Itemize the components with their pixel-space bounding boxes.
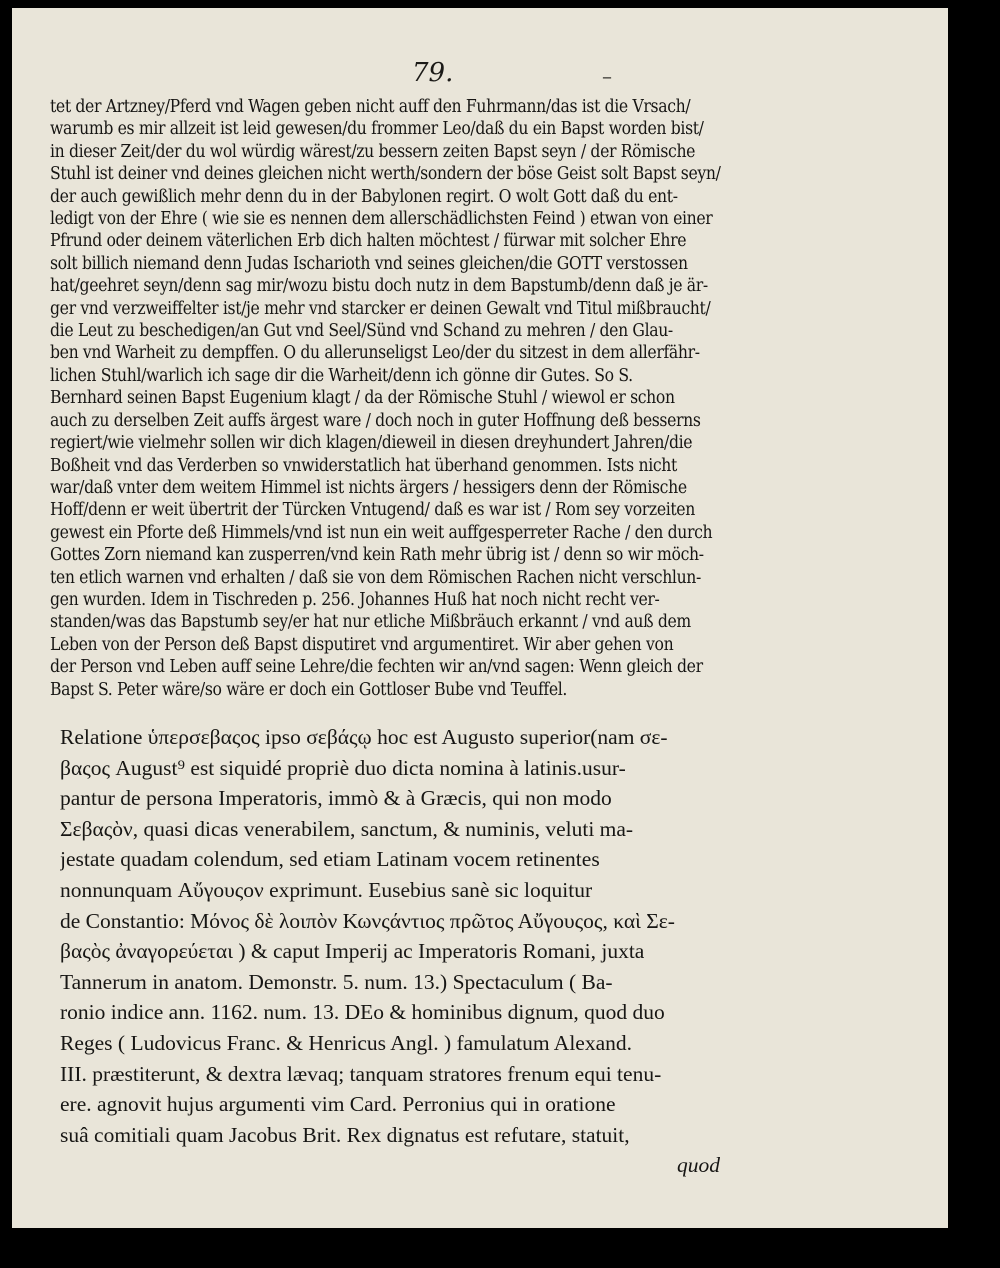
latin-text-line: suâ comitiali quam Jacobus Brit. Rex dignatus est refutare, statuit, <box>60 1122 630 1147</box>
german-text-line: ger vnd verzweiffelter ist/je mehr vnd starcker er deinen Gewalt vnd Titul mißbraucht/ <box>50 298 711 319</box>
german-text-line: lichen Stuhl/warlich ich sage dir die Warheit/denn ich gönne dir Gutes. So S. <box>50 365 633 386</box>
latin-text-line: βαςος August⁹ est siquidé propriè duo dicta nomina à latinis.usur- <box>60 755 626 780</box>
latin-text-line: βαςὸς ἀναγορεύεται ) & caput Imperij ac Imperatoris Romani, juxta <box>60 939 645 964</box>
german-text-line: gewest ein Pforte deß Himmels/vnd ist nun ein weit auffgesperreter Rache / den durch <box>50 522 713 543</box>
german-text-line: regiert/wie vielmehr sollen wir dich klagen/dieweil in diesen dreyhundert Jahren/die <box>50 433 693 454</box>
german-text-line: Hoff/denn er weit übertrit der Türcken Vntugend/ daß es war ist / Rom sey vorzeiten <box>50 500 695 521</box>
folio-dash: – <box>602 64 612 88</box>
german-text-line: die Leut zu beschedigen/an Gut vnd Seel/Sünd vnd Schand zu mehren / den Glau- <box>50 321 673 342</box>
german-text-line: Pfrund oder deinem väterlichen Erb dich halten möchtest / fürwar mit solcher Ehre <box>50 231 687 252</box>
german-text-line: warumb es mir allzeit ist leid gewesen/du frommer Leo/daß du ein Bapst worden bist/ <box>50 119 704 140</box>
latin-text-line: III. præstiterunt, & dextra lævaq; tanquam stratores frenum equi tenu- <box>60 1061 662 1086</box>
german-text-line: der auch gewißlich mehr denn du in der Babylonen regirt. O wolt Gott daß du ent- <box>50 186 678 207</box>
latin-text-line: jestate quadam colendum, sed etiam Latinam vocem retinentes <box>60 847 600 872</box>
latin-text-line: Relatione ὑπερσεβαςος ipso σεβάςῳ hoc est Augusto superior(nam σε- <box>60 725 668 749</box>
german-text-line: ben vnd Warheit zu dempffen. O du allerunseligst Leo/der du sitzest in dem allerfähr- <box>50 343 700 364</box>
german-text-line: ten etlich warnen vnd erhalten / daß sie von dem Römischen Rachen nicht verschlun- <box>50 567 701 588</box>
german-text-line: solt billich niemand denn Judas Ischarioth vnd seines gleichen/die GOTT verstossen <box>50 253 688 274</box>
latin-text-line: nonnunquam Αὔγουςον exprimunt. Eusebius sanè sic loquitur <box>60 877 593 902</box>
german-text-line: war/daß vnter dem weitem Himmel ist nichts ärgers / hessigers denn der Römische <box>50 477 687 498</box>
german-text-line: Bapst S. Peter wäre/so wäre er doch ein Gottloser Bube vnd Teuffel. <box>50 679 568 700</box>
latin-text-line: pantur de persona Imperatoris, immò & à Græcis, qui non modo <box>60 786 612 811</box>
german-text-line: auch zu derselben Zeit auffs ärgest ware / doch noch in guter Hoffnung deß besserns <box>50 410 701 431</box>
german-text-line: der Person vnd Leben auff seine Lehre/die fechten wir an/vnd sagen: Wenn gleich der <box>50 657 703 678</box>
latin-text-line: de Constantio: Μόνος δὲ λοιπὸν Κωνςάντιος πρῶτος Αὔγουςος, καὶ Σε- <box>60 908 675 933</box>
german-text-line: standen/was das Bapstumb sey/er hat nur etliche Mißbräuch erkannt / vnd auß dem <box>50 612 691 633</box>
german-text-line: in dieser Zeit/der du wol würdig wärest/zu bessern zeiten Bapst seyn / der Römische <box>50 141 696 162</box>
latin-text-line: Tannerum in anatom. Demonstr. 5. num. 13.) Spectaculum ( Ba- <box>60 969 613 994</box>
latin-text-line: Reges ( Ludovicus Franc. & Henricus Angl. ) famulatum Alexand. <box>60 1030 633 1055</box>
german-text-line: Bernhard seinen Bapst Eugenium klagt / da der Römische Stuhl / wiewol er schon <box>50 388 675 409</box>
german-text-line: Boßheit vnd das Verderben so vnwiderstatlich hat überhand genommen. Ists nicht <box>50 455 677 476</box>
catchword: quod <box>677 1153 720 1178</box>
german-blackletter-passage <box>50 96 828 701</box>
latin-text-line: ronio indice ann. 1162. num. 13. DEo & hominibus dignum, quod duo <box>60 1000 665 1025</box>
german-text-line: hat/geehret seyn/denn sag mir/wozu bistu doch nutz in dem Bapstumb/denn daß je är- <box>50 276 708 297</box>
german-text-line: Gottes Zorn niemand kan zusperren/vnd kein Rath mehr übrig ist / denn so wir möch- <box>50 545 704 566</box>
german-text-line: Leben von der Person deß Bapst disputiret vnd argumentiret. Wir aber gehen von <box>50 634 674 655</box>
latin-text-line: ere. agnovit hujus argumenti vim Card. Perronius qui in oratione <box>60 1092 616 1117</box>
german-text-line: ledigt von der Ehre ( wie sie es nennen dem allerschädlichsten Feind ) etwan von einer <box>50 209 713 230</box>
book-page <box>12 8 948 1228</box>
german-text-line: gen wurden. Idem in Tischreden p. 256. Johannes Huß hat noch nicht recht ver- <box>50 589 660 610</box>
latin-text-line: Σεβαςὸν, quasi dicas venerabilem, sanctum, & numinis, veluti ma- <box>60 816 634 841</box>
page-number: 79. <box>412 58 454 88</box>
german-text-line: tet der Artzney/Pferd vnd Wagen geben nicht auff den Fuhrmann/das ist die Vrsach/ <box>50 97 691 117</box>
latin-commentary-passage <box>60 722 720 1181</box>
german-text-line: Stuhl ist deiner vnd deines gleichen nicht werth/sondern der böse Geist solt Bapst seyn/ <box>50 164 721 185</box>
